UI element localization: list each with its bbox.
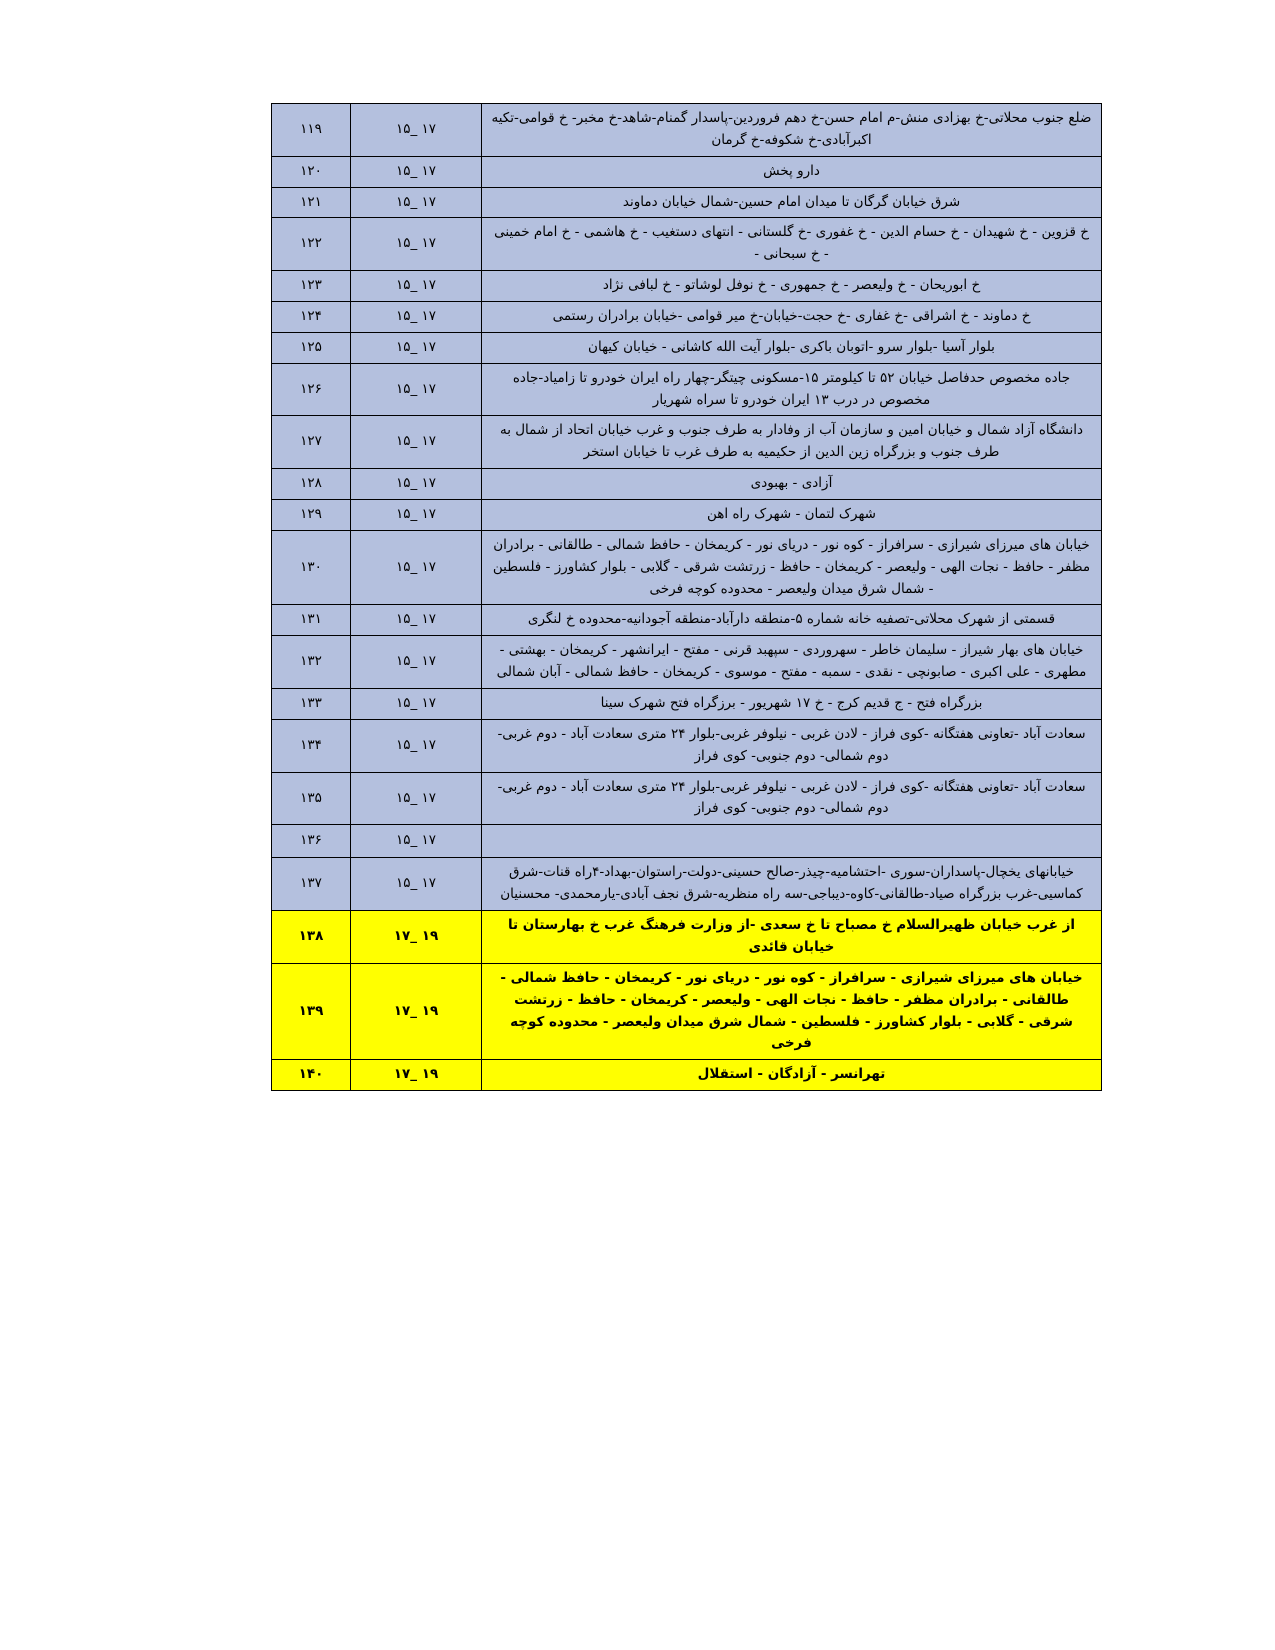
cell-row-number: ۱۳۵ [272, 772, 351, 825]
cell-time: ۱۷ _۱۵ [351, 187, 482, 218]
table-row [272, 416, 1102, 469]
cell-time: ۱۹ _۱۷ [351, 911, 482, 964]
table-row [272, 689, 1102, 720]
table-row [272, 911, 1102, 964]
cell-time: ۱۷ _۱۵ [351, 858, 482, 911]
cell-time: ۱۷ _۱۵ [351, 363, 482, 416]
cell-row-number: ۱۲۶ [272, 363, 351, 416]
cell-row-number: ۱۲۵ [272, 332, 351, 363]
cell-time: ۱۷ _۱۵ [351, 218, 482, 271]
table-row [272, 858, 1102, 911]
cell-area: دانشگاه آزاد شمال و خیابان امین و سازمان آب از وفادار به طرف جنوب و غرب خیابان اتحاد از شمال به طرف جنوب و بزرگراه زین الدین از حکیمیه به طرف غرب تا خیابان استخر [482, 416, 1102, 469]
cell-time: ۱۷ _۱۵ [351, 530, 482, 605]
cell-row-number: ۱۳۱ [272, 605, 351, 636]
cell-time: ۱۷ _۱۵ [351, 719, 482, 772]
cell-area: شهرک لتمان - شهرک راه اهن [482, 500, 1102, 531]
cell-row-number: ۱۳۰ [272, 530, 351, 605]
cell-row-number: ۱۲۷ [272, 416, 351, 469]
cell-row-number: ۱۲۹ [272, 500, 351, 531]
cell-row-number: ۱۲۴ [272, 302, 351, 333]
cell-area: خ دماوند - خ اشراقی -خ غفاری -خ حجت-خیابان-خ میر قوامی -خیابان برادران رستمی [482, 302, 1102, 333]
table-row [272, 156, 1102, 187]
table-row [272, 636, 1102, 689]
cell-area: سعادت آباد -تعاونی هفتگانه -کوی فراز - لادن غربی - نیلوفر غربی-بلوار ۲۴ متری سعادت آباد - دوم غربی-دوم شمالی- دوم جنوبی- کوی فراز [482, 719, 1102, 772]
cell-area: از غرب خیابان ظهیرالسلام خ مصباح تا خ سعدی -از وزارت فرهنگ غرب خ بهارستان تا خیابان قائدی [482, 911, 1102, 964]
cell-time: ۱۷ _۱۵ [351, 469, 482, 500]
cell-row-number: ۱۲۰ [272, 156, 351, 187]
outage-schedule-table [271, 103, 1102, 1091]
table-row [272, 530, 1102, 605]
cell-row-number: ۱۱۹ [272, 104, 351, 157]
cell-time: ۱۷ _۱۵ [351, 416, 482, 469]
table-row [272, 605, 1102, 636]
cell-area: خیابان های بهار شیراز - سلیمان خاطر - سهروردی - سپهبد قرنی - مفتح - ایرانشهر - کریمخان - بهشتی - مطهری - علی اکبری - صابونچی - نقدی - سمبه - مفتح - موسوی - کریمخان - حافظ شمالی - آبان شمالی [482, 636, 1102, 689]
cell-row-number: ۱۴۰ [272, 1060, 351, 1091]
cell-area: آزادی - بهبودی [482, 469, 1102, 500]
cell-area: خیابانهای یخچال-پاسداران-سوری -احتشامیه-چیذر-صالح حسینی-دولت-راستوان-بهداد-۴راه قنات-شرق کماسیی-غرب بزرگراه صیاد-طالقانی-کاوه-دیباجی-سه راه منظریه-شرق نجف آبادی-یارمحمدی- محسنیان [482, 858, 1102, 911]
table-row [272, 332, 1102, 363]
cell-area: جاده مخصوص حدفاصل خیابان ۵۲ تا کیلومتر ۱۵-مسکونی چیتگر-چهار راه ایران خودرو تا زامیاد-جاده مخصوص در درب ۱۳ ایران خودرو تا سراه شهریار [482, 363, 1102, 416]
cell-time: ۱۷ _۱۵ [351, 302, 482, 333]
cell-time: ۱۹ _۱۷ [351, 963, 482, 1059]
cell-time: ۱۷ _۱۵ [351, 332, 482, 363]
cell-row-number: ۱۳۹ [272, 963, 351, 1059]
table-row [272, 1060, 1102, 1091]
cell-area: شرق خیابان گرگان تا میدان امام حسین-شمال خیابان دماوند [482, 187, 1102, 218]
cell-row-number: ۱۳۲ [272, 636, 351, 689]
cell-area: تهرانسر - آزادگان - استقلال [482, 1060, 1102, 1091]
cell-time: ۱۷ _۱۵ [351, 271, 482, 302]
table-row [272, 187, 1102, 218]
table-row [272, 218, 1102, 271]
table-body [272, 104, 1102, 1091]
table-row [272, 500, 1102, 531]
cell-time: ۱۷ _۱۵ [351, 772, 482, 825]
outage-schedule-table-wrapper [272, 103, 1102, 1091]
cell-area: ضلع جنوب محلاتی-خ بهزادی منش-م امام حسن-خ دهم فروردین-پاسدار گمنام-شاهد-خ مخبر- خ قوامی-تکیه اکبرآبادی-خ شکوفه-خ گرمان [482, 104, 1102, 157]
cell-time: ۱۷ _۱۵ [351, 636, 482, 689]
cell-area: خیابان های میرزای شیرازی - سرافراز - کوه نور - دریای نور - کریمخان - حافظ شمالی - طالقانی - برادران مظفر - حافظ - نجات الهی - ولیعصر - کریمخان - حافظ - زرتشت شرقی - گلابی - بلوار کشاورز - فلسطین - شمال شرق میدان ولیعصر - محدوده کوچه فرخی [482, 963, 1102, 1059]
table-row [272, 963, 1102, 1059]
cell-time: ۱۷ _۱۵ [351, 689, 482, 720]
table-row [272, 469, 1102, 500]
cell-time: ۱۷ _۱۵ [351, 156, 482, 187]
cell-area: خ قزوین - خ شهیدان - خ حسام الدین - خ غفوری -خ گلستانی - انتهای دستغیب - خ هاشمی - خ امام خمینی - خ سبحانی - [482, 218, 1102, 271]
cell-area [482, 825, 1102, 858]
cell-row-number: ۱۳۴ [272, 719, 351, 772]
table-row [272, 719, 1102, 772]
cell-time: ۱۷ _۱۵ [351, 104, 482, 157]
cell-area: دارو پخش [482, 156, 1102, 187]
table-row [272, 825, 1102, 858]
table-row [272, 302, 1102, 333]
cell-row-number: ۱۲۲ [272, 218, 351, 271]
cell-time: ۱۹ _۱۷ [351, 1060, 482, 1091]
cell-area: خ ابوریحان - خ ولیعصر - خ جمهوری - خ نوفل لوشاتو - خ لبافی نژاد [482, 271, 1102, 302]
table-row [272, 271, 1102, 302]
cell-area: سعادت آباد -تعاونی هفتگانه -کوی فراز - لادن غربی - نیلوفر غربی-بلوار ۲۴ متری سعادت آباد - دوم غربی-دوم شمالی- دوم جنوبی- کوی فراز [482, 772, 1102, 825]
cell-time: ۱۷ _۱۵ [351, 500, 482, 531]
cell-area: خیابان های میرزای شیرازی - سرافراز - کوه نور - دریای نور - کریمخان - حافظ شمالی - طالقانی - برادران مظفر - حافظ - نجات الهی - ولیعصر - کریمخان - حافظ - زرتشت شرقی - گلابی - بلوار کشاورز - فلسطین - شمال شرق میدان ولیعصر - محدوده کوچه فرخی [482, 530, 1102, 605]
cell-area: قسمتی از شهرک محلاتی-تصفیه خانه شماره ۵-منطقه دارآباد-منطقه آجودانیه-محدوده خ لنگری [482, 605, 1102, 636]
table-row [272, 363, 1102, 416]
cell-row-number: ۱۳۷ [272, 858, 351, 911]
cell-row-number: ۱۳۶ [272, 825, 351, 858]
cell-time: ۱۷ _۱۵ [351, 825, 482, 858]
cell-row-number: ۱۳۳ [272, 689, 351, 720]
cell-row-number: ۱۳۸ [272, 911, 351, 964]
table-row [272, 772, 1102, 825]
cell-row-number: ۱۲۱ [272, 187, 351, 218]
cell-row-number: ۱۲۳ [272, 271, 351, 302]
cell-area: بلوار آسیا -بلوار سرو -اتوبان باکری -بلوار آیت الله کاشانی - خیابان کیهان [482, 332, 1102, 363]
cell-area: بزرگراه فتح - ج قدیم کرج - خ ۱۷ شهریور - برزگراه فتح شهرک سینا [482, 689, 1102, 720]
table-row [272, 104, 1102, 157]
cell-row-number: ۱۲۸ [272, 469, 351, 500]
cell-time: ۱۷ _۱۵ [351, 605, 482, 636]
